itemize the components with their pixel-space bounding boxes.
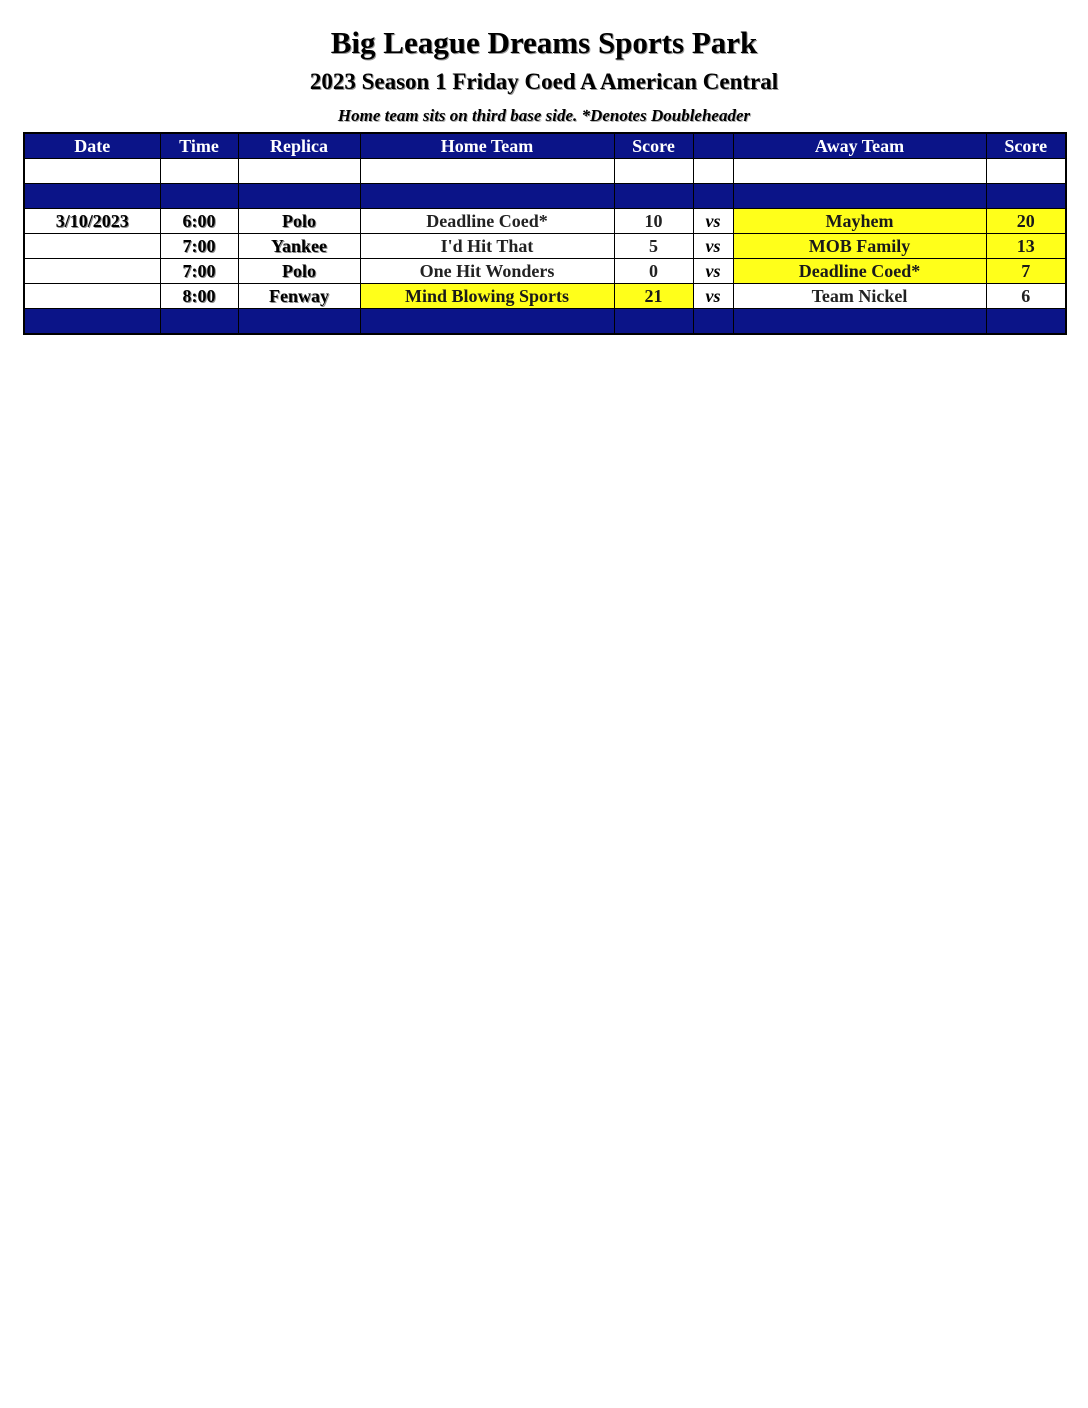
away-team: Team Nickel <box>733 284 986 309</box>
page-title: Big League Dreams Sports Park <box>330 25 758 60</box>
game-replica: Polo <box>238 259 360 284</box>
home-team: I'd Hit That <box>360 234 614 259</box>
column-header-away-team: Away Team <box>733 133 986 159</box>
home-score: 5 <box>614 234 693 259</box>
game-date: 3/10/2023 <box>24 209 160 234</box>
column-header-home-score: Score <box>614 133 693 159</box>
home-score: 0 <box>614 259 693 284</box>
column-header-replica: Replica <box>238 133 360 159</box>
away-score: 7 <box>986 259 1066 284</box>
home-score: 21 <box>614 284 693 309</box>
table-header-row <box>24 133 1066 159</box>
game-replica: Fenway <box>238 284 360 309</box>
away-score: 20 <box>986 209 1066 234</box>
table-row <box>24 284 1066 309</box>
column-header-date: Date <box>24 133 160 159</box>
page-subtitle: 2023 Season 1 Friday Coed A American Central <box>309 69 779 94</box>
home-score: 10 <box>614 209 693 234</box>
vs-label: vs <box>693 209 733 234</box>
game-replica: Polo <box>238 209 360 234</box>
vs-label: vs <box>693 259 733 284</box>
column-header-home-team: Home Team <box>360 133 614 159</box>
column-header-away-score: Score <box>986 133 1066 159</box>
game-date <box>24 284 160 309</box>
away-team: Mayhem <box>733 209 986 234</box>
game-replica: Yankee <box>238 234 360 259</box>
game-time: 8:00 <box>160 284 238 309</box>
away-score: 13 <box>986 234 1066 259</box>
away-score: 6 <box>986 284 1066 309</box>
separator-band-row <box>24 309 1066 335</box>
game-time: 6:00 <box>160 209 238 234</box>
schedule-table <box>23 132 1067 335</box>
away-team: Deadline Coed* <box>733 259 986 284</box>
home-team: Mind Blowing Sports <box>360 284 614 309</box>
game-time: 7:00 <box>160 259 238 284</box>
separator-band-row <box>24 184 1066 209</box>
page-note: Home team sits on third base side. *Denotes Doubleheader <box>337 106 751 125</box>
column-header-vs <box>693 133 733 159</box>
vs-label: vs <box>693 284 733 309</box>
column-header-time: Time <box>160 133 238 159</box>
game-time: 7:00 <box>160 234 238 259</box>
table-row <box>24 259 1066 284</box>
home-team: One Hit Wonders <box>360 259 614 284</box>
game-date <box>24 234 160 259</box>
table-row <box>24 209 1066 234</box>
game-date <box>24 259 160 284</box>
vs-label: vs <box>693 234 733 259</box>
home-team: Deadline Coed* <box>360 209 614 234</box>
away-team: MOB Family <box>733 234 986 259</box>
blank-row <box>24 159 1066 184</box>
table-row <box>24 234 1066 259</box>
